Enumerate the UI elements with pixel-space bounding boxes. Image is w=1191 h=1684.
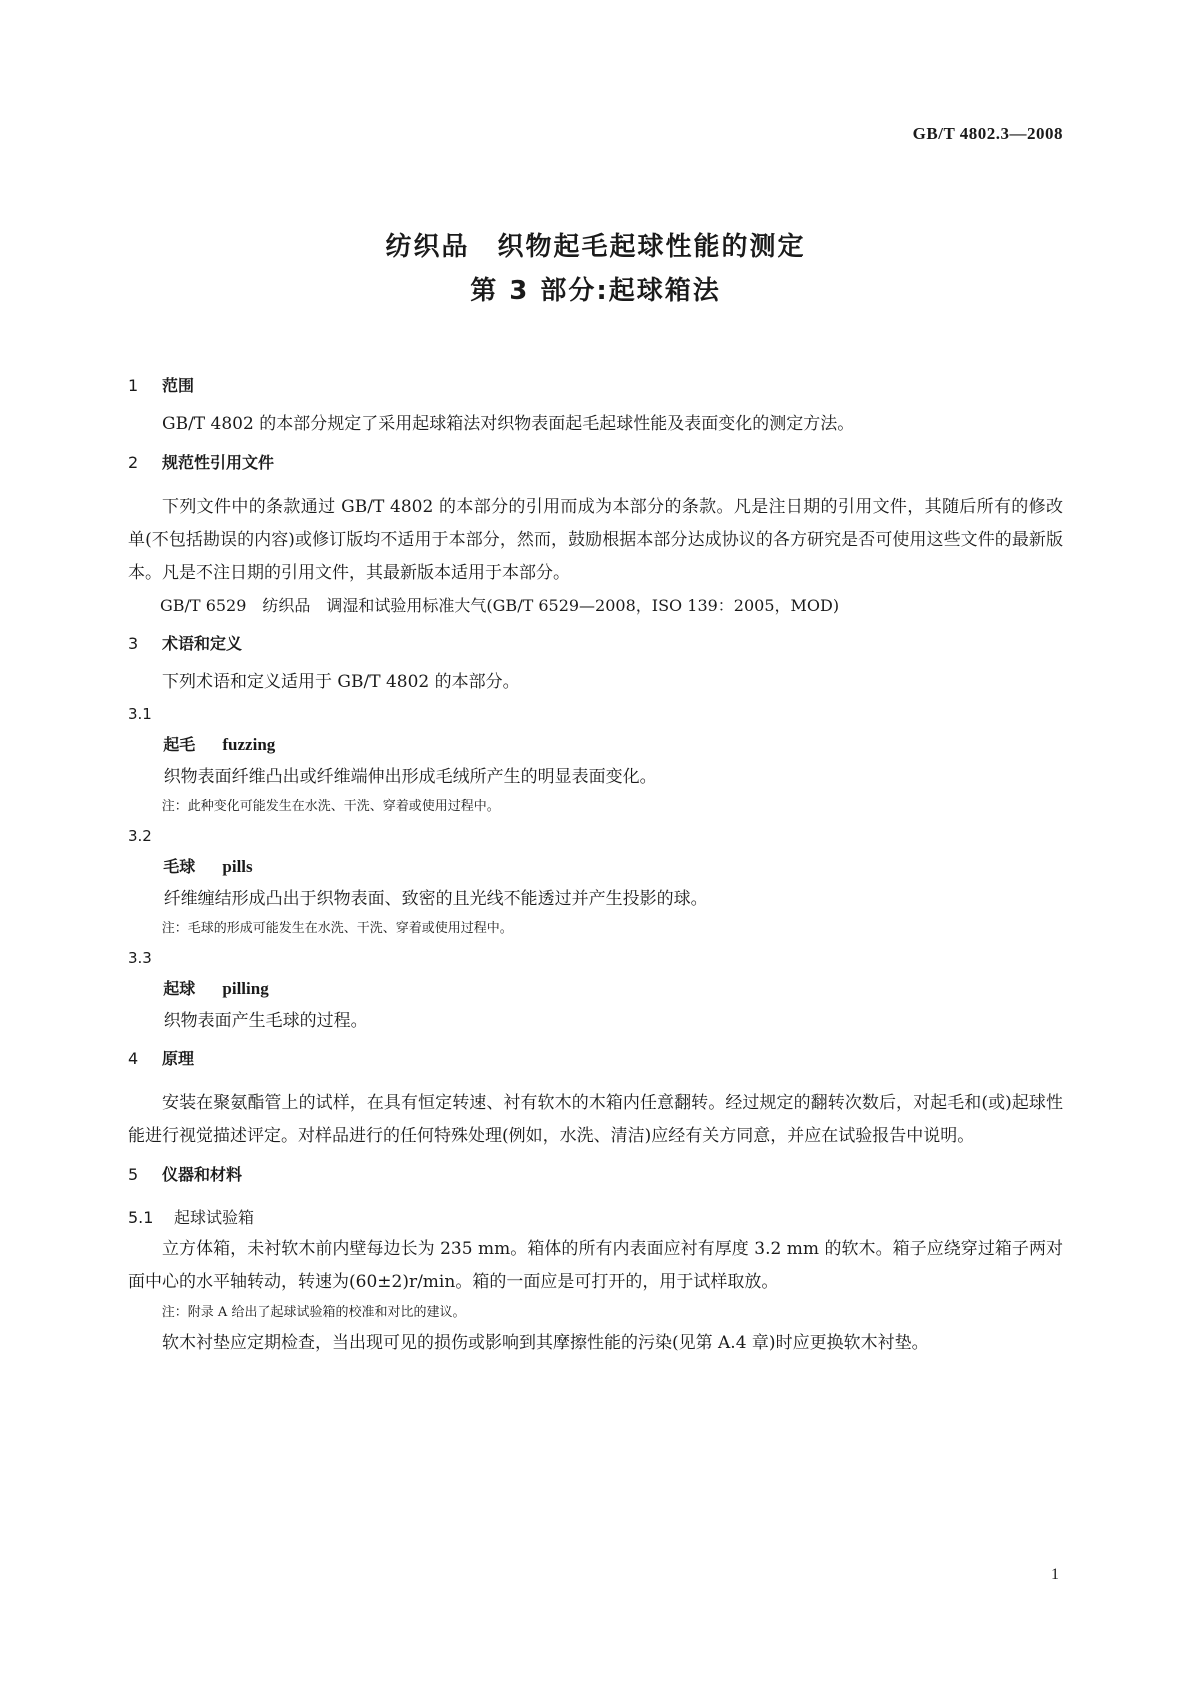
- subsection-title: 起球试验箱: [174, 1208, 255, 1227]
- principle-paragraph: 安装在聚氨酯管上的试样，在具有恒定转速、衬有软木的木箱内任意翻转。经过规定的翻转次数后，对起毛和(或)起球性能进行视觉描述评定。对样品进行的任何特殊处理(例如，水洗、清洁)应经有关方同意，并应在试验报告中说明。: [128, 1093, 1063, 1146]
- term-en: pilling: [222, 979, 269, 998]
- term-en: pills: [222, 857, 253, 876]
- term-zh: 起毛: [163, 735, 196, 754]
- section-title: 范围: [162, 376, 195, 395]
- term-heading: [128, 851, 1063, 883]
- terms-paragraph: 下列术语和定义适用于 GB/T 4802 的本部分。: [162, 672, 520, 692]
- section-heading-apparatus: [128, 1161, 1063, 1189]
- section-title: 原理: [162, 1049, 195, 1068]
- apparatus-note: 注：附录 A 给出了起球试验箱的校准和对比的建议。: [161, 1305, 466, 1320]
- term-en: fuzzing: [222, 735, 276, 754]
- section-heading-terms: [128, 630, 1063, 658]
- section-title: 仪器和材料: [162, 1165, 243, 1184]
- term-heading: [128, 973, 1063, 1005]
- standard-code: GB/T 4802.3—2008: [912, 124, 1063, 143]
- term-definition: 织物表面纤维凸出或纤维端伸出形成毛绒所产生的明显表面变化。: [163, 767, 657, 787]
- section-heading-scope: [128, 372, 1063, 400]
- section-heading-principle: [128, 1045, 1063, 1073]
- term-zh: 起球: [163, 979, 196, 998]
- section-number: 4: [128, 1049, 139, 1068]
- document-title: 纺织品 织物起毛起球性能的测定: [385, 232, 806, 262]
- apparatus-paragraph: 立方体箱，未衬软木前内壁每边长为 235 mm。箱体的所有内表面应衬有厚度 3.2 mm 的软木。箱子应绕穿过箱子两对面中心的水平轴转动，转速为(60±2)r/min。箱的一面应是可打开的，用于试样取放。: [128, 1239, 1063, 1292]
- term-definition: 织物表面产生毛球的过程。: [163, 1011, 368, 1031]
- term-number: 3.1: [128, 705, 152, 723]
- subsection-heading: [128, 1203, 1063, 1233]
- scope-paragraph: GB/T 4802 的本部分规定了采用起球箱法对织物表面起毛起球性能及表面变化的测定方法。: [162, 414, 855, 434]
- references-paragraph: 下列文件中的条款通过 GB/T 4802 的本部分的引用而成为本部分的条款。凡是注日期的引用文件，其随后所有的修改单(不包括勘误的内容)或修订版均不适用于本部分，然而，鼓励根据本部分达成协议的各方研究是否可使用这些文件的最新版本。凡是不注日期的引用文件，其最新版本适用于本部分。: [128, 497, 1063, 583]
- document-body: [128, 372, 1063, 1360]
- section-title: 术语和定义: [162, 634, 243, 653]
- cork-paragraph: 软木衬垫应定期检查，当出现可见的损伤或影响到其摩擦性能的污染(见第 A.4 章)时应更换软木衬垫。: [162, 1333, 929, 1353]
- term-note: 注：此种变化可能发生在水洗、干洗、穿着或使用过程中。: [161, 799, 500, 814]
- subsection-number: 5.1: [128, 1208, 154, 1227]
- section-heading-normative-references: [128, 449, 1063, 477]
- term-heading: [128, 729, 1063, 761]
- page-number: 1: [1051, 1566, 1059, 1583]
- document-subtitle: 第 3 部分:起球箱法: [470, 276, 721, 306]
- term-number: 3.3: [128, 949, 152, 967]
- section-number: 3: [128, 634, 139, 653]
- reference-entry: GB/T 6529 纺织品 调湿和试验用标准大气(GB/T 6529—2008，ISO 139：2005，MOD): [160, 596, 840, 615]
- term-note: 注：毛球的形成可能发生在水洗、干洗、穿着或使用过程中。: [161, 921, 513, 936]
- section-title: 规范性引用文件: [162, 453, 275, 472]
- section-number: 2: [128, 453, 139, 472]
- term-zh: 毛球: [163, 857, 196, 876]
- term-definition: 纤维缠结形成凸出于织物表面、致密的且光线不能透过并产生投影的球。: [163, 889, 708, 909]
- section-number: 5: [128, 1165, 139, 1184]
- section-number: 1: [128, 376, 139, 395]
- term-number: 3.2: [128, 827, 152, 845]
